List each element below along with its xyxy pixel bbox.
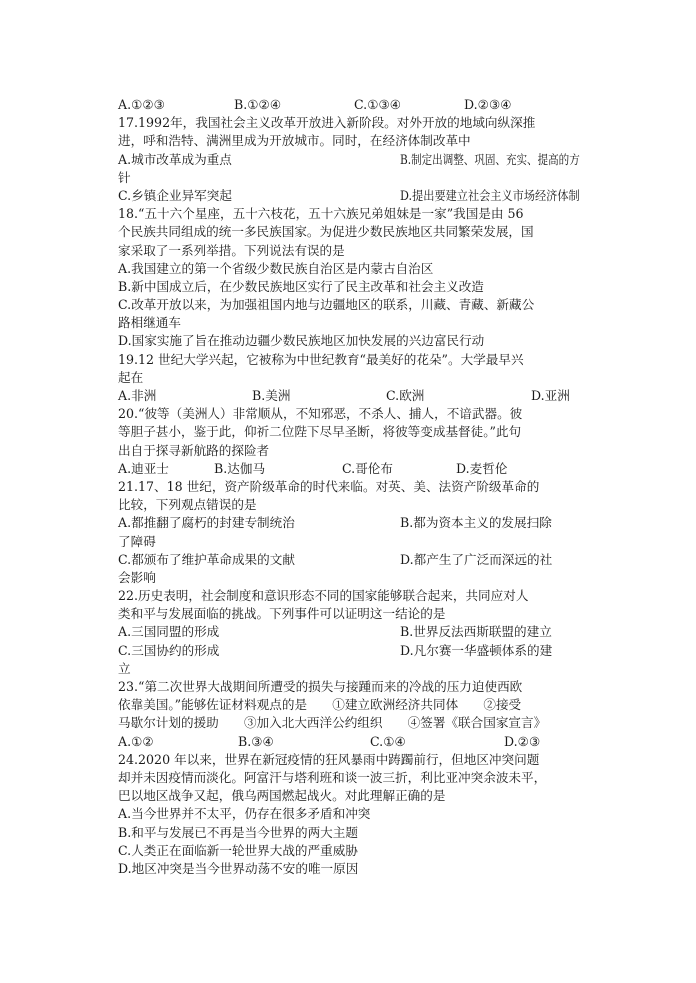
q22-options-row-1 xyxy=(118,623,580,641)
q23-option-a: A.①② xyxy=(118,733,154,749)
q20-options xyxy=(118,460,580,478)
q22-option-a: A.三国同盟的形成 xyxy=(118,624,220,640)
q22-options-row-2 xyxy=(118,642,580,660)
q22-option-c: C.三国协约的形成 xyxy=(118,642,220,658)
q22-option-b: B.世界反法西斯联盟的建立 xyxy=(400,624,552,640)
q19-stem-line-2: 起在 xyxy=(118,369,144,385)
q23-options xyxy=(118,733,580,751)
q21-options-row-1 xyxy=(118,514,580,532)
q22-option-d: D.凡尔赛一华盛顿体系的建 xyxy=(400,642,553,658)
q22-stem-line-2: 类和平与发展面临的挑战。下列事件可以证明这一结论的是 xyxy=(118,606,446,622)
q21-option-c: C.都颁布了维护革命成果的文献 xyxy=(118,551,295,567)
q17-option-b-cont: 针 xyxy=(118,169,131,185)
q16-option-b: B.①②④ xyxy=(234,97,282,112)
q19-option-a: A.非洲 xyxy=(118,388,157,403)
q24-stem-line-3: 巴以地区战争又起，俄乌两国燃起战火。对此理解正确的是 xyxy=(118,788,446,804)
q24-stem-line-1: 24.2020 年以来，世界在新冠疫情的狂风暴雨中踌躅前行，但地区冲突问题 xyxy=(118,751,540,767)
q16-option-d: D.②③④ xyxy=(464,97,512,112)
exam-page xyxy=(118,96,580,878)
q19-option-c: C.欧洲 xyxy=(386,388,425,403)
q18-option-c-cont: 路相继通车 xyxy=(118,315,181,331)
q17-option-c: C.乡镇企业异军突起 xyxy=(118,187,232,203)
q17-options-row-2 xyxy=(118,187,580,205)
q23-option-b: B.③④ xyxy=(238,733,274,749)
q23-stem-line-3: 马歇尔计划的援助 ③加入北大西洋公约组织 ④签署《联合国家宣言》 xyxy=(118,715,547,731)
q22-stem-line-1: 22.历史表明，社会制度和意识形态不同的国家能够联合起来，共同应对人 xyxy=(118,588,529,604)
q17-option-d: D.提出要建立社会主义市场经济体制 xyxy=(400,187,580,203)
q18-option-b: B.新中国成立后，在少数民族地区实行了民主改革和社会主义改造 xyxy=(118,278,484,294)
q20-stem-line-3: 出自于探寻新航路的探险者 xyxy=(118,442,270,458)
q24-option-a: A.当今世界并不太平，仍存在很多矛盾和冲突 xyxy=(118,806,371,822)
q23-option-c: C.①④ xyxy=(370,733,406,749)
q24-option-b: B.和平与发展已不再是当今世界的两大主题 xyxy=(118,824,358,840)
q18-stem-line-2: 个民族共同组成的统一多民族国家。为促进少数民族地区共同繁荣发展，国 xyxy=(118,224,534,240)
q21-option-b: B.都为资本主义的发展扫除 xyxy=(400,515,552,531)
q18-stem-line-3: 家采取了一系列举措。下列说法有误的是 xyxy=(118,242,345,258)
q21-options-row-2 xyxy=(118,551,580,569)
q20-stem-line-2: 等胆子甚小，鉴于此，仰祈二位陛下尽早圣断，将彼等变成基督徒。”此句 xyxy=(118,424,522,440)
q18-option-d: D.国家实施了旨在推动边疆少数民族地区加快发展的兴边富民行动 xyxy=(118,333,485,349)
q21-option-b-cont: 了障碍 xyxy=(118,533,156,549)
q21-option-a: A.都推翻了腐朽的封建专制统治 xyxy=(118,515,295,531)
q23-option-d: D.②③ xyxy=(504,733,541,749)
q21-stem-line-2: 比较，下列观点错误的是 xyxy=(118,497,257,513)
q22-option-d-cont: 立 xyxy=(118,660,131,676)
q20-option-c: C.哥伦布 xyxy=(342,460,393,476)
q21-stem-line-1: 21.17、18 世纪，资产阶级革命的时代来临。对英、美、法资产阶级革命的 xyxy=(118,478,540,494)
q18-option-c: C.改革开放以来，为加强祖国内地与边疆地区的联系，川藏、青藏、新藏公 xyxy=(118,297,535,313)
q19-stem-line-1: 19.12 世纪大学兴起，它被称为中世纪教育“最美好的花朵”。大学最早兴 xyxy=(118,351,524,367)
q21-option-d-cont: 会影响 xyxy=(118,569,156,585)
q23-stem-line-2: 依靠美国。”能够佐证材料观点的是 ①建立欧洲经济共同体 ②接受 xyxy=(118,697,522,713)
q24-option-d: D.地区冲突是当今世界动荡不安的唯一原因 xyxy=(118,860,359,876)
q20-option-d: D.麦哲伦 xyxy=(456,460,508,476)
q17-stem-line-2: 进，呼和浩特、满洲里成为开放城市。同时，在经济体制改革中 xyxy=(118,133,471,149)
q18-option-a: A.我国建立的第一个省级少数民族自治区是内蒙古自治区 xyxy=(118,260,434,276)
q19-options xyxy=(118,387,580,405)
q20-option-a: A.迪亚士 xyxy=(118,460,169,476)
q20-option-b: B.达伽马 xyxy=(214,460,266,476)
q20-stem-line-1: 20.“彼等（美洲人）非常顺从，不知邪恶，不杀人、捕人，不谙武器。彼 xyxy=(118,406,523,422)
q24-stem-line-2: 却并未因疫情而淡化。阿富汗与塔利班和谈一波三折，利比亚冲突余波未平， xyxy=(118,769,547,785)
q19-option-b: B.美洲 xyxy=(252,388,291,403)
q19-option-d: D.亚洲 xyxy=(531,388,570,403)
q16-option-c: C.①③④ xyxy=(354,97,402,112)
q24-option-c: C.人类正在面临新一轮世界大战的严重威胁 xyxy=(118,842,358,858)
q21-option-d: D.都产生了广泛而深远的社 xyxy=(400,551,553,567)
q17-option-b: B.制定出调整、巩固、充实、提高的方 xyxy=(400,151,580,167)
q16-options xyxy=(118,96,580,114)
q17-option-a: A.城市改革成为重点 xyxy=(118,151,232,167)
q16-option-a: A.①②③ xyxy=(118,97,165,112)
q23-stem-line-1: 23.“第二次世界大战期间所遭受的损失与接踵而来的冷战的压力迫使西欧 xyxy=(118,679,523,694)
q17-options-row-1 xyxy=(118,151,580,169)
q18-stem-line-1: 18.“五十六个星座，五十六枝花，五十六族兄弟姐妹是一家”我国是由 56 xyxy=(118,206,524,222)
q17-stem-line-1: 17.1992年，我国社会主义改革开放进入新阶段。对外开放的地域向纵深推 xyxy=(118,115,536,131)
